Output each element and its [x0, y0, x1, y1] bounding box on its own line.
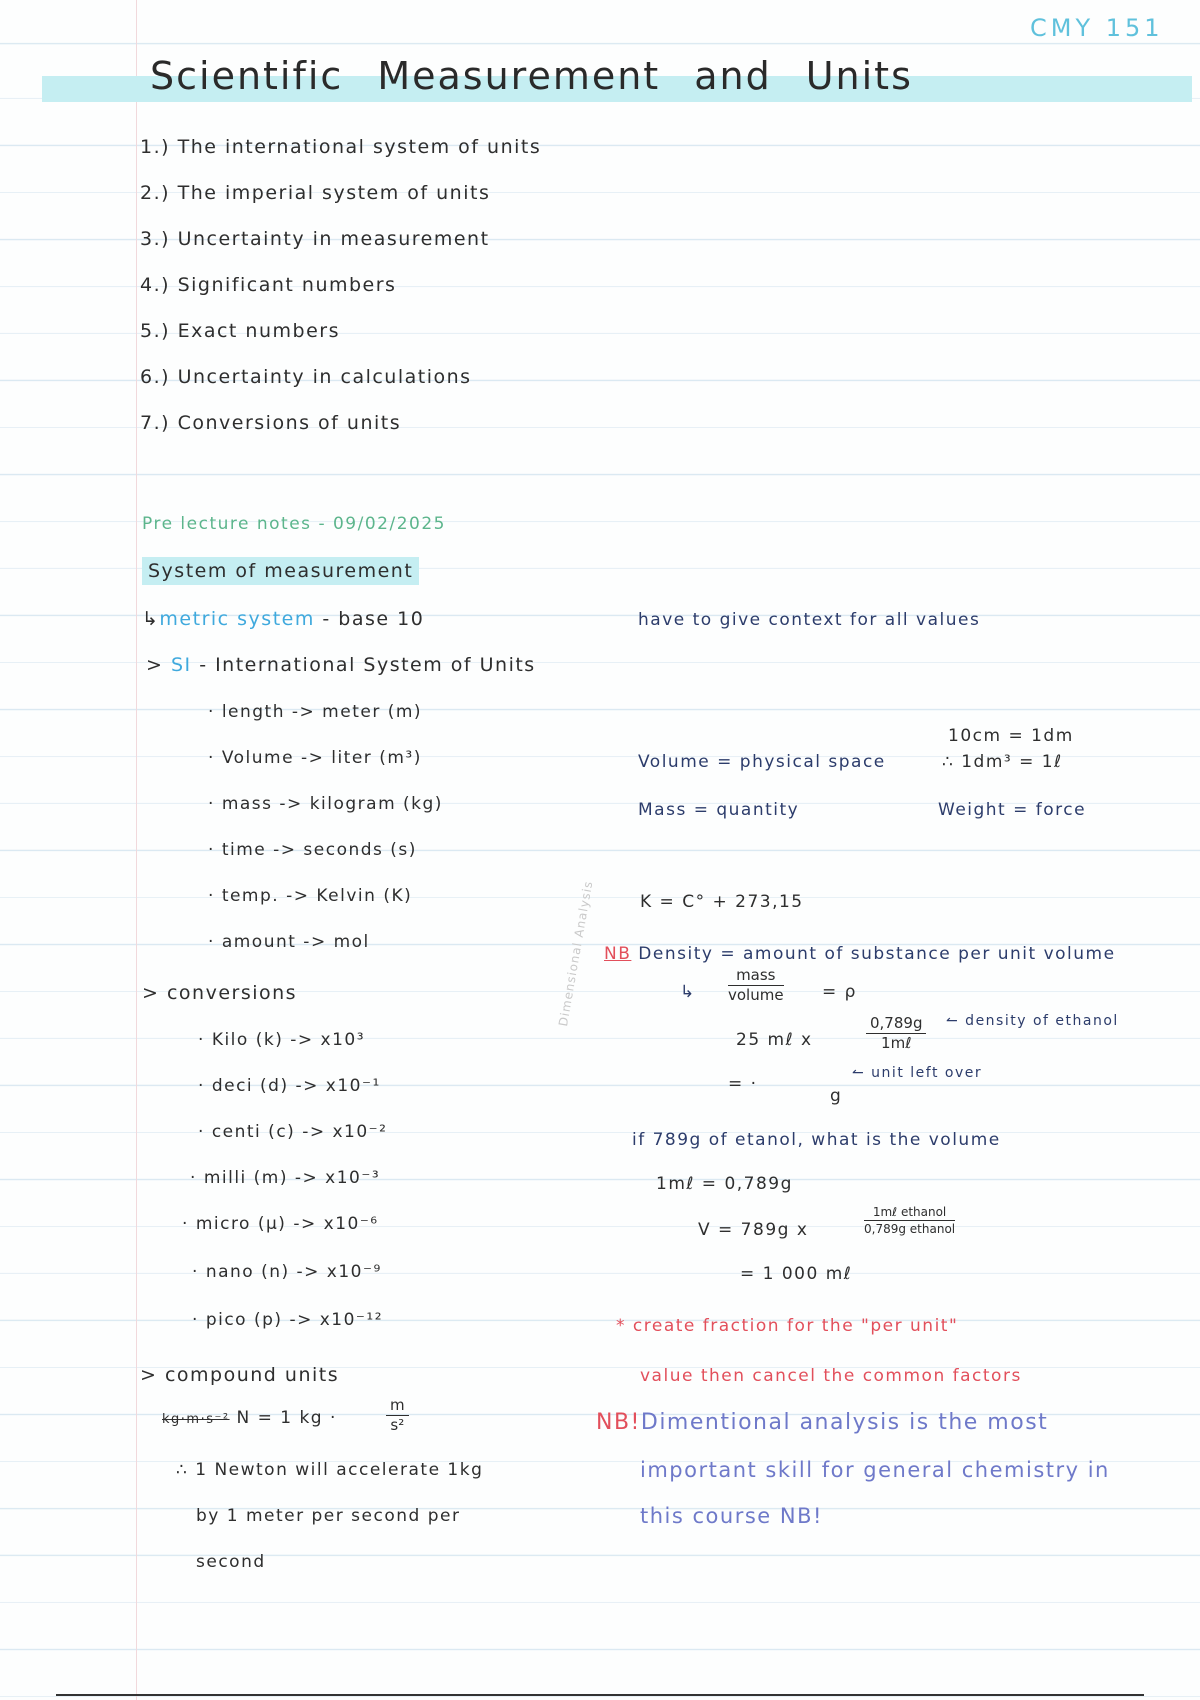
gram-unit: g	[830, 1086, 843, 1106]
metric-rest: - base 10	[322, 608, 425, 630]
prefix-text: centi (c) -> x10⁻²	[211, 1122, 388, 1142]
bullet-marker: >	[146, 654, 164, 676]
contents-item	[140, 322, 340, 341]
prefix-item: · pico (p) -> x10⁻¹²	[192, 1310, 384, 1330]
mass-definition: Mass = quantity	[638, 800, 800, 820]
density-symbol: = ρ	[822, 982, 857, 1002]
prefix-text: nano (n) -> x10⁻⁹	[205, 1262, 382, 1282]
fraction-denominator: s²	[390, 1416, 405, 1434]
nb-important-line	[596, 1412, 1048, 1434]
fraction-numerator: 1mℓ ethanol	[864, 1206, 955, 1221]
si-unit-text: temp. -> Kelvin (K)	[221, 886, 413, 906]
fraction-numerator: 0,789g	[866, 1016, 926, 1034]
contents-text: The international system of units	[177, 136, 542, 158]
newton-explanation: second	[196, 1552, 266, 1572]
si-unit-text: time -> seconds (s)	[221, 840, 417, 860]
newton-explanation: by 1 meter per second per	[196, 1506, 461, 1526]
contents-text: Uncertainty in measurement	[177, 228, 490, 250]
si-unit-text: mass -> kilogram (kg)	[221, 794, 443, 814]
context-note: have to give context for all values	[638, 610, 981, 630]
compound-equation	[162, 1410, 337, 1427]
nb-important-line: this course NB!	[640, 1504, 823, 1528]
section-heading	[142, 562, 419, 581]
fraction-numerator: mass	[728, 968, 784, 986]
prefix-text: deci (d) -> x10⁻¹	[211, 1076, 381, 1096]
section-heading-text: System of measurement	[142, 557, 419, 585]
contents-number: 2.)	[140, 182, 171, 204]
newton-explanation: ∴ 1 Newton will accelerate 1kg	[176, 1460, 484, 1480]
bottom-rule	[56, 1694, 1144, 1696]
newton-equation: N = 1 kg ·	[236, 1408, 337, 1428]
nb-important-line: important skill for general chemistry in	[640, 1458, 1110, 1482]
si-unit: · length -> meter (m)	[208, 702, 423, 722]
contents-text: Uncertainty in calculations	[177, 366, 472, 388]
compound-fraction	[386, 1398, 409, 1433]
ethanol-equivalence: 1mℓ = 0,789g	[656, 1174, 793, 1194]
ethanol-fraction	[864, 1206, 955, 1235]
contents-item	[140, 184, 490, 203]
density-fraction	[728, 968, 784, 1003]
volume-result: = 1 000 mℓ	[740, 1264, 853, 1284]
contents-number: 5.)	[140, 320, 171, 342]
tip-line: * create fraction for the "per unit"	[616, 1316, 959, 1336]
density-text: Density = amount of substance per unit volume	[638, 944, 1116, 964]
prefix-item: · nano (n) -> x10⁻⁹	[192, 1262, 382, 1282]
title-word: and	[694, 54, 772, 98]
unit-annotation: ↼ unit left over	[852, 1065, 983, 1081]
struck-expression: kg·m·s⁻²	[162, 1412, 230, 1427]
fraction-denominator: 1mℓ	[881, 1034, 912, 1052]
compound-heading: > compound units	[140, 1364, 340, 1386]
si-rest: - International System of Units	[199, 654, 536, 676]
contents-text: Conversions of units	[177, 412, 402, 434]
si-unit: · Volume -> liter (m³)	[208, 748, 422, 768]
ethanol-question: if 789g of etanol, what is the volume	[632, 1130, 1001, 1150]
si-unit: · mass -> kilogram (kg)	[208, 794, 443, 814]
arrow-icon: ↳	[680, 982, 696, 1002]
arrow-icon: ↳	[142, 608, 160, 630]
pre-lecture-date: Pre lecture notes - 09/02/2025	[142, 514, 446, 534]
si-unit-text: amount -> mol	[221, 932, 370, 952]
contents-text: Significant numbers	[177, 274, 397, 296]
prefix-item: · Kilo (k) -> x10³	[198, 1030, 366, 1050]
metric-label: metric system	[159, 608, 315, 630]
title-word: Units	[805, 54, 913, 98]
prefix-text: milli (m) -> x10⁻³	[203, 1168, 381, 1188]
density-ethanol-fraction	[866, 1016, 926, 1051]
si-unit-text: length -> meter (m)	[221, 702, 423, 722]
course-code: CMY 151	[1030, 14, 1164, 42]
contents-number: 4.)	[140, 274, 171, 296]
contents-item	[140, 276, 396, 295]
weight-definition: Weight = force	[938, 800, 1087, 820]
volume-definition: Volume = physical space	[638, 752, 886, 772]
nb-marker: NB!	[596, 1410, 641, 1435]
density-annotation: ↼ density of ethanol	[946, 1013, 1119, 1029]
contents-item	[140, 138, 541, 157]
si-unit-text: Volume -> liter (m³)	[221, 748, 422, 768]
title-word: Scientific	[150, 54, 344, 98]
kelvin-formula: K = C° + 273,15	[640, 892, 804, 912]
tip-line: value then cancel the common factors	[640, 1366, 1022, 1386]
volume-calculation: V = 789g x	[698, 1220, 809, 1240]
fraction-numerator: m	[386, 1398, 409, 1416]
si-unit: · time -> seconds (s)	[208, 840, 417, 860]
si-line	[146, 656, 536, 675]
prefix-item: · micro (μ) -> x10⁻⁶	[182, 1214, 379, 1234]
page-title	[150, 54, 947, 98]
calculation-step: 25 mℓ x	[736, 1030, 813, 1050]
contents-item	[140, 230, 490, 249]
dm-conversion: 10cm = 1dm	[948, 726, 1074, 746]
prefix-item: · centi (c) -> x10⁻²	[198, 1122, 388, 1142]
prefix-text: Kilo (k) -> x10³	[211, 1030, 366, 1050]
calculation-result: = ·	[728, 1074, 758, 1094]
conversions-heading: > conversions	[142, 982, 298, 1004]
prefix-item: · milli (m) -> x10⁻³	[190, 1168, 381, 1188]
fraction-denominator: 0,789g ethanol	[864, 1222, 956, 1236]
contents-item	[140, 368, 472, 387]
si-unit: · amount -> mol	[208, 932, 370, 952]
bleed-through-text: Dimensional Analysis	[556, 879, 596, 1028]
nb-marker: NB	[604, 944, 632, 964]
si-unit: · temp. -> Kelvin (K)	[208, 886, 413, 906]
contents-number: 3.)	[140, 228, 171, 250]
contents-text: The imperial system of units	[177, 182, 491, 204]
prefix-text: micro (μ) -> x10⁻⁶	[195, 1214, 379, 1234]
metric-system-line	[142, 610, 424, 629]
prefix-text: pico (p) -> x10⁻¹²	[205, 1310, 384, 1330]
si-label: SI	[170, 654, 192, 676]
nb-important-text: Dimentional analysis is the most	[640, 1410, 1049, 1435]
contents-number: 7.)	[140, 412, 171, 434]
dm-conversion: ∴ 1dm³ = 1ℓ	[942, 752, 1063, 772]
contents-text: Exact numbers	[177, 320, 340, 342]
title-word: Measurement	[377, 54, 661, 98]
density-definition	[604, 946, 1116, 963]
contents-number: 1.)	[140, 136, 171, 158]
margin-line	[136, 0, 137, 1700]
contents-item	[140, 414, 401, 433]
contents-number: 6.)	[140, 366, 171, 388]
fraction-denominator: volume	[728, 986, 784, 1004]
prefix-item: · deci (d) -> x10⁻¹	[198, 1076, 381, 1096]
